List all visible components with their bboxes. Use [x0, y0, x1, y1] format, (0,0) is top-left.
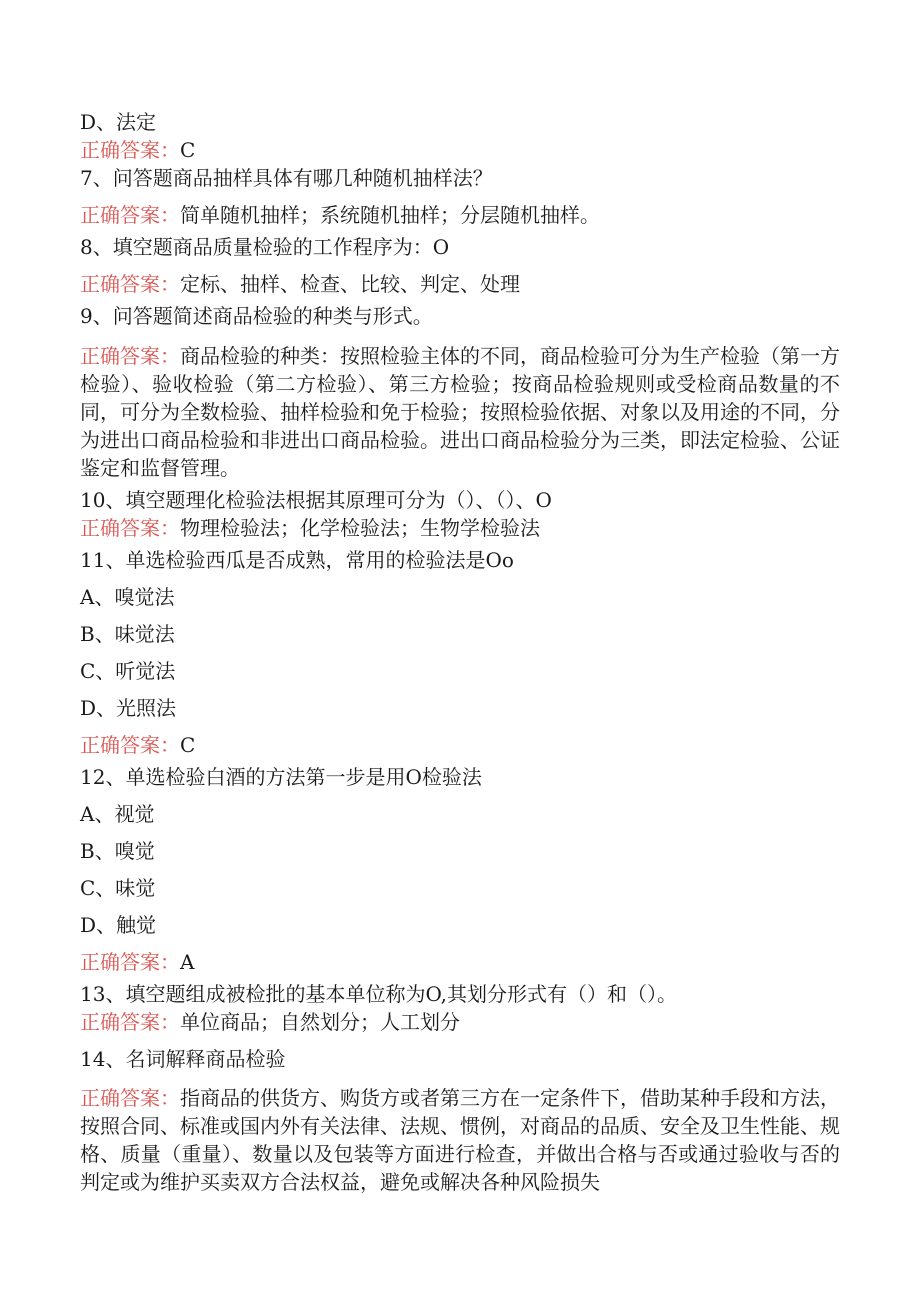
document-page — [80, 108, 840, 1196]
q10-question: 10、填空题理化检验法根据其原理可分为（）、（）、O — [80, 488, 552, 512]
answer-label: 正确答案： — [80, 203, 180, 227]
answer-label: 正确答案： — [80, 344, 180, 368]
q10-answer — [80, 514, 840, 542]
q6-option-d: D、法定 — [80, 110, 157, 134]
answer-text: C — [180, 138, 196, 162]
answer-text: A — [180, 950, 195, 974]
answer-label: 正确答案： — [80, 950, 180, 974]
answer-text: 物理检验法；化学检验法；生物学检验法 — [180, 516, 540, 540]
answer-label: 正确答案： — [80, 516, 180, 540]
q12-option-c: C、味觉 — [80, 876, 156, 900]
q11-option-b: B、味觉法 — [80, 622, 175, 646]
answer-label: 正确答案： — [80, 272, 180, 296]
answer-text: 商品检验的种类：按照检验主体的不同，商品检验可分为生产检验（第一方检验）、验收检验（第二方检验）、第三方检验；按商品检验规则或受检商品数量的不同，可分为全数检验、抽样检验和免于检验；按照检验依据、对象以及用途的不同，分为进出口商品检验和非进出口商品检验。进出口商品检验分为三类，即法定检验、公证鉴定和监督管理。 — [80, 344, 840, 480]
answer-text: C — [180, 733, 196, 757]
q8-answer — [80, 270, 840, 298]
answer-text: 定标、抽样、检查、比较、判定、处理 — [180, 272, 520, 296]
q12-option-d: D、触觉 — [80, 913, 157, 937]
answer-label: 正确答案： — [80, 138, 180, 162]
answer-text: 简单随机抽样；系统随机抽样；分层随机抽样。 — [180, 203, 600, 227]
answer-label: 正确答案： — [80, 1010, 180, 1034]
answer-text: 指商品的供货方、购货方或者第三方在一定条件下，借助某种手段和方法，按照合同、标准或国内外有关法律、法规、惯例，对商品的品质、安全及卫生性能、规格、质量（重量）、数量以及包装等方面进行检查，并做出合格与否或通过验收与否的判定或为维护买卖双方合法权益，避免或解决各种风险损失 — [80, 1086, 840, 1194]
q12-answer — [80, 948, 840, 976]
q11-option-d: D、光照法 — [80, 696, 177, 720]
q11-option-a: A、嗅觉法 — [80, 585, 175, 609]
q12-question: 12、单选检验白酒的方法第一步是用O检验法 — [80, 765, 482, 789]
answer-label: 正确答案： — [80, 1086, 180, 1110]
q12-option-b: B、嗅觉 — [80, 839, 155, 863]
q12-option-a: A、视觉 — [80, 802, 155, 826]
q9-question: 9、问答题简述商品检验的种类与形式。 — [80, 304, 433, 328]
q7-question: 7、问答题商品抽样具体有哪几种随机抽样法？ — [80, 166, 493, 190]
q13-question: 13、填空题组成被检批的基本单位称为O,其划分形式有（）和（）。 — [80, 982, 678, 1006]
q11-answer — [80, 731, 840, 759]
q9-answer — [80, 342, 840, 482]
q6-answer — [80, 136, 840, 164]
q11-question: 11、单选检验西瓜是否成熟，常用的检验法是Oo — [80, 548, 514, 572]
answer-label: 正确答案： — [80, 733, 180, 757]
answer-text: 单位商品；自然划分；人工划分 — [180, 1010, 460, 1034]
q13-answer — [80, 1008, 840, 1036]
q8-question: 8、填空题商品质量检验的工作程序为：O — [80, 235, 450, 259]
q11-option-c: C、听觉法 — [80, 659, 176, 683]
q7-answer — [80, 201, 840, 229]
q14-question: 14、名词解释商品检验 — [80, 1047, 286, 1071]
q14-answer — [80, 1084, 840, 1196]
